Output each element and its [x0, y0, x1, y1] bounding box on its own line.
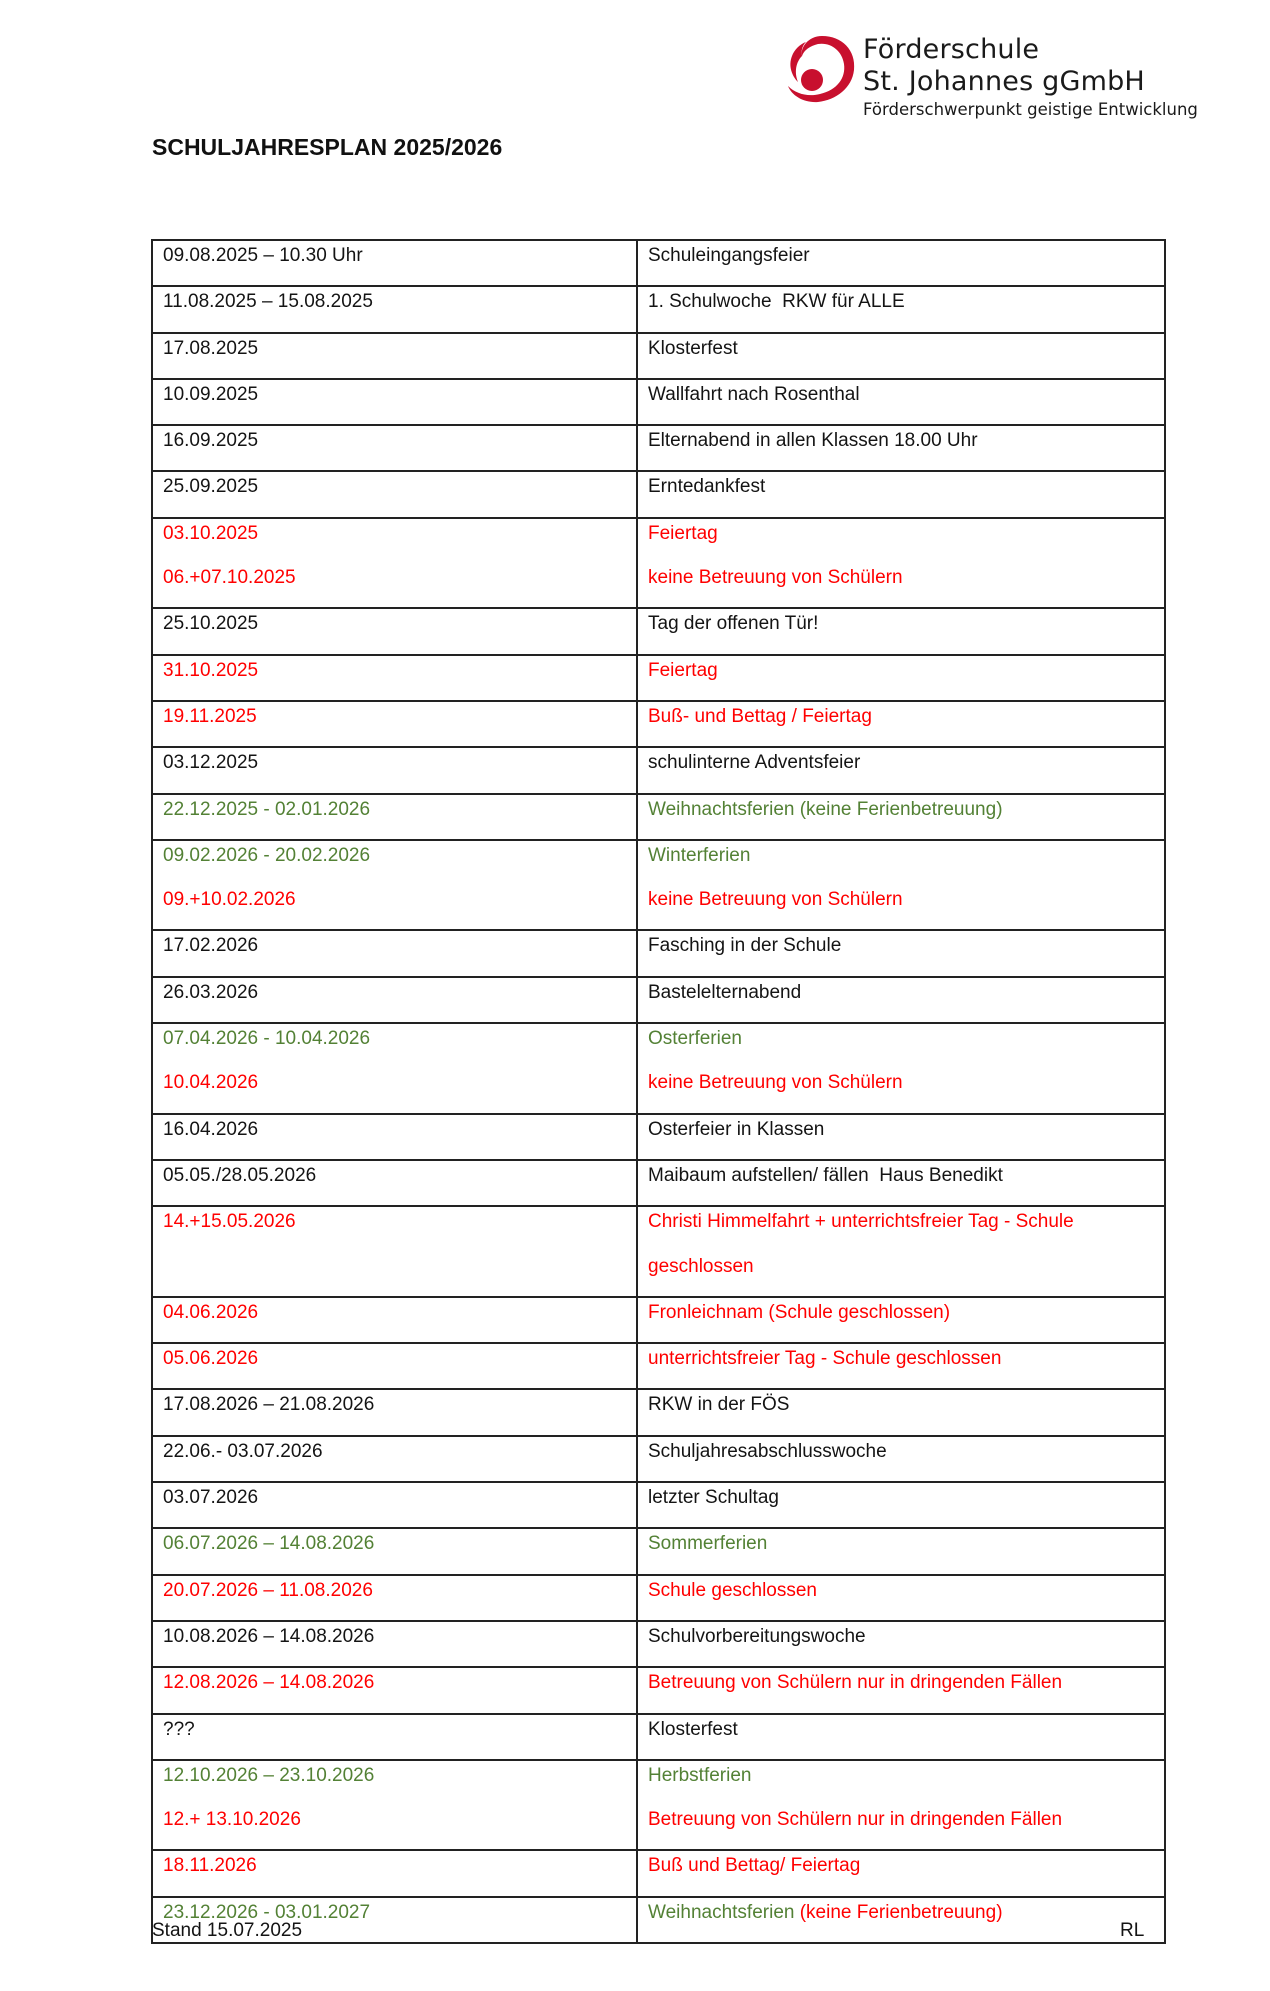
date-text: 26.03.2026	[163, 981, 259, 1003]
table-row	[152, 1206, 1165, 1297]
table-row	[152, 1714, 1165, 1760]
date-text: 03.12.2025	[163, 752, 259, 774]
table-row	[152, 840, 1165, 931]
date-text: 06.+07.10.2025	[163, 567, 296, 589]
table-row	[152, 518, 1165, 609]
logo-swirl-icon	[782, 30, 862, 110]
event-cell	[637, 379, 1165, 425]
table-row	[152, 655, 1165, 701]
logo-line-2: St. Johannes gGmbH	[863, 66, 1145, 97]
date-text: 16.04.2026	[163, 1118, 259, 1140]
date-text: 11.08.2025 – 15.08.2025	[163, 291, 373, 313]
date-cell	[152, 1436, 637, 1482]
event-cell	[637, 425, 1165, 471]
table-row	[152, 1297, 1165, 1343]
event-cell	[637, 608, 1165, 654]
event-cell	[637, 286, 1165, 332]
schedule-table	[151, 239, 1166, 1944]
date-text: 31.10.2025	[163, 659, 259, 681]
event-text: Tag der offenen Tür!	[648, 613, 819, 635]
event-cell	[637, 1850, 1165, 1896]
event-line	[648, 287, 1154, 331]
event-line	[648, 1898, 1154, 1942]
date-text: 12.10.2026 – 23.10.2026	[163, 1764, 375, 1786]
event-cell	[637, 794, 1165, 840]
date-text: 22.12.2025 - 02.01.2026	[163, 798, 371, 820]
event-text: keine Betreuung von Schülern	[648, 567, 903, 589]
event-line	[648, 1622, 1154, 1666]
date-text: 05.05./28.05.2026	[163, 1164, 317, 1186]
date-cell	[152, 1575, 637, 1621]
event-cell	[637, 518, 1165, 609]
date-cell	[152, 701, 637, 747]
date-text: 12.08.2026 – 14.08.2026	[163, 1672, 375, 1694]
event-cell	[637, 1482, 1165, 1528]
event-line	[648, 1437, 1154, 1481]
event-line	[648, 1576, 1154, 1620]
table-row	[152, 1575, 1165, 1621]
event-text: Klosterfest	[648, 1718, 738, 1740]
date-cell	[152, 977, 637, 1023]
date-text: 09.08.2025 – 10.30 Uhr	[163, 245, 363, 266]
table-row	[152, 1343, 1165, 1389]
date-cell	[152, 1850, 637, 1896]
event-text: Herbstferien	[648, 1764, 752, 1786]
event-text: Wallfahrt nach Rosenthal	[648, 383, 860, 405]
date-text: 17.08.2026 – 21.08.2026	[163, 1394, 375, 1416]
event-cell	[637, 930, 1165, 976]
event-line	[648, 1715, 1154, 1759]
date-cell	[152, 1621, 637, 1667]
event-cell	[637, 1621, 1165, 1667]
event-line	[648, 519, 1154, 563]
event-line	[648, 1252, 1154, 1296]
table-row	[152, 333, 1165, 379]
event-cell	[637, 655, 1165, 701]
table-row	[152, 1023, 1165, 1114]
event-text: Winterferien	[648, 844, 751, 866]
event-line	[648, 1483, 1154, 1527]
table-row	[152, 1482, 1165, 1528]
date-text: 17.08.2025	[163, 337, 259, 359]
date-text: 25.09.2025	[163, 476, 259, 498]
date-cell	[152, 930, 637, 976]
event-line	[648, 931, 1154, 975]
date-text: 09.+10.02.2026	[163, 889, 296, 911]
event-text: Schuleingangsfeier	[648, 245, 810, 266]
event-line	[648, 472, 1154, 516]
date-cell	[152, 240, 637, 286]
event-text: Feiertag	[648, 522, 718, 544]
event-cell	[637, 1897, 1165, 1943]
table-row	[152, 1897, 1165, 1943]
date-cell	[152, 333, 637, 379]
date-text: 07.04.2026 - 10.04.2026	[163, 1028, 371, 1050]
event-cell	[637, 333, 1165, 379]
event-cell	[637, 701, 1165, 747]
table-row	[152, 1160, 1165, 1206]
event-line	[648, 656, 1154, 700]
event-cell	[637, 1436, 1165, 1482]
event-line	[648, 795, 1154, 839]
date-cell	[152, 379, 637, 425]
date-text: 25.10.2025	[163, 613, 259, 635]
date-cell	[152, 1667, 637, 1713]
event-cell	[637, 471, 1165, 517]
date-text: 22.06.- 03.07.2026	[163, 1440, 323, 1462]
date-cell	[152, 1297, 637, 1343]
event-text: Erntedankfest	[648, 476, 766, 498]
event-text: Bastelelternabend	[648, 981, 802, 1003]
event-line	[648, 1761, 1154, 1805]
date-cell	[152, 425, 637, 471]
school-logo	[782, 30, 1198, 130]
event-cell	[637, 1297, 1165, 1343]
date-text: 14.+15.05.2026	[163, 1211, 296, 1233]
date-cell	[152, 1760, 637, 1851]
date-text	[163, 1252, 626, 1296]
date-text: 17.02.2026	[163, 935, 259, 957]
event-text: unterrichtsfreier Tag - Schule geschlossen	[648, 1348, 1002, 1370]
date-text: 18.11.2026	[163, 1855, 257, 1877]
event-text: Buß und Bettag/ Feiertag	[648, 1855, 861, 1877]
date-cell	[152, 608, 637, 654]
event-cell	[637, 240, 1165, 286]
date-cell	[152, 1160, 637, 1206]
event-text: keine Betreuung von Schülern	[648, 889, 903, 911]
event-cell	[637, 1206, 1165, 1297]
table-row	[152, 930, 1165, 976]
event-line	[648, 334, 1154, 378]
event-text: (keine Ferienbetreuung)	[799, 1901, 1003, 1923]
event-text: keine Betreuung von Schülern	[648, 1072, 903, 1094]
table-row	[152, 1667, 1165, 1713]
date-cell	[152, 1023, 637, 1114]
event-cell	[637, 1667, 1165, 1713]
event-line	[648, 885, 1154, 929]
event-text: 1. Schulwoche RKW für ALLE	[648, 291, 905, 313]
event-line	[648, 1207, 1154, 1251]
date-text: 10.08.2026 – 14.08.2026	[163, 1625, 375, 1647]
event-text: Schule geschlossen	[648, 1579, 817, 1601]
event-cell	[637, 1160, 1165, 1206]
date-text: 20.07.2026 – 11.08.2026	[163, 1579, 373, 1601]
table-row	[152, 1760, 1165, 1851]
date-text: 03.10.2025	[163, 522, 259, 544]
event-line	[648, 841, 1154, 885]
table-row	[152, 1436, 1165, 1482]
table-row	[152, 471, 1165, 517]
event-line	[648, 1115, 1154, 1159]
event-line	[648, 563, 1154, 607]
date-text: 05.06.2026	[163, 1348, 259, 1370]
event-line	[648, 380, 1154, 424]
event-line	[648, 702, 1154, 746]
date-cell	[152, 1714, 637, 1760]
event-text: Maibaum aufstellen/ fällen Haus Benedikt	[648, 1164, 1003, 1186]
logo-line-3: Förderschwerpunkt geistige Entwicklung	[863, 100, 1198, 119]
event-line	[648, 1805, 1154, 1849]
event-line	[648, 609, 1154, 653]
event-line	[648, 1668, 1154, 1712]
date-text: 23.12.2026 - 03.01.2027	[163, 1901, 371, 1923]
date-text: 12.+ 13.10.2026	[163, 1809, 301, 1831]
table-row	[152, 747, 1165, 793]
event-line	[648, 1390, 1154, 1434]
date-cell	[152, 840, 637, 931]
event-text: Schuljahresabschlusswoche	[648, 1440, 887, 1462]
event-line	[648, 1851, 1154, 1895]
date-cell	[152, 655, 637, 701]
event-text: geschlossen	[648, 1255, 754, 1277]
table-row	[152, 977, 1165, 1023]
event-line	[648, 426, 1154, 470]
table-row	[152, 1528, 1165, 1574]
event-line	[648, 1529, 1154, 1573]
event-cell	[637, 1714, 1165, 1760]
date-cell	[152, 1206, 637, 1297]
event-cell	[637, 977, 1165, 1023]
event-line	[648, 1068, 1154, 1112]
event-cell	[637, 1389, 1165, 1435]
footer-date: Stand 15.07.2025	[152, 1920, 303, 1941]
event-cell	[637, 1023, 1165, 1114]
date-text: 09.02.2026 - 20.02.2026	[163, 844, 371, 866]
event-text: Fronleichnam (Schule geschlossen)	[648, 1301, 951, 1323]
event-line	[648, 241, 1154, 285]
date-text: 03.07.2026	[163, 1487, 259, 1509]
table-row	[152, 1621, 1165, 1667]
date-cell	[152, 286, 637, 332]
event-cell	[637, 1760, 1165, 1851]
table-row	[152, 286, 1165, 332]
date-cell	[152, 1482, 637, 1528]
date-text: ???	[163, 1718, 195, 1740]
date-text: 10.09.2025	[163, 383, 259, 405]
table-row	[152, 1389, 1165, 1435]
event-text: Feiertag	[648, 659, 718, 681]
date-cell	[152, 794, 637, 840]
event-text: Betreuung von Schülern nur in dringenden Fällen	[648, 1672, 1063, 1694]
event-cell	[637, 1528, 1165, 1574]
date-cell	[152, 471, 637, 517]
event-text: Fasching in der Schule	[648, 935, 842, 957]
date-text: 06.07.2026 – 14.08.2026	[163, 1533, 375, 1555]
event-text: Weihnachtsferien (keine Ferienbetreuung)	[648, 798, 1003, 820]
date-text: 16.09.2025	[163, 430, 259, 452]
event-cell	[637, 1575, 1165, 1621]
table-row	[152, 1114, 1165, 1160]
event-cell	[637, 747, 1165, 793]
event-text: Osterfeier in Klassen	[648, 1118, 825, 1140]
date-text: 10.04.2026	[163, 1072, 259, 1094]
event-line	[648, 1344, 1154, 1388]
event-text: Weihnachtsferien	[648, 1901, 800, 1923]
table-row	[152, 425, 1165, 471]
date-cell	[152, 1528, 637, 1574]
table-row	[152, 379, 1165, 425]
date-cell	[152, 1114, 637, 1160]
event-text: Buß- und Bettag / Feiertag	[648, 705, 872, 727]
event-text: schulinterne Adventsfeier	[648, 752, 861, 774]
event-text: letzter Schultag	[648, 1487, 779, 1509]
table-row	[152, 608, 1165, 654]
event-text: Schulvorbereitungswoche	[648, 1625, 866, 1647]
event-text: Elternabend in allen Klassen 18.00 Uhr	[648, 430, 978, 452]
event-cell	[637, 1343, 1165, 1389]
logo-line-1: Förderschule	[863, 34, 1040, 65]
date-cell	[152, 1343, 637, 1389]
date-cell	[152, 1389, 637, 1435]
date-text: 19.11.2025	[163, 705, 257, 727]
event-text: Christi Himmelfahrt + unterrichtsfreier Tag - Schule	[648, 1211, 1074, 1233]
event-line	[648, 748, 1154, 792]
event-cell	[637, 1114, 1165, 1160]
page-title: SCHULJAHRESPLAN 2025/2026	[152, 134, 503, 160]
event-text: Osterferien	[648, 1028, 742, 1050]
event-cell	[637, 840, 1165, 931]
event-text: Betreuung von Schülern nur in dringenden Fällen	[648, 1809, 1063, 1831]
event-text: RKW in der FÖS	[648, 1394, 790, 1416]
table-row	[152, 1850, 1165, 1896]
event-line	[648, 1024, 1154, 1068]
table-row	[152, 794, 1165, 840]
event-line	[648, 1298, 1154, 1342]
date-cell	[152, 747, 637, 793]
table-row	[152, 240, 1165, 286]
event-line	[648, 978, 1154, 1022]
footer-initials: RL	[1120, 1920, 1145, 1941]
event-line	[648, 1161, 1154, 1205]
event-text: Klosterfest	[648, 337, 738, 359]
date-text: 04.06.2026	[163, 1301, 259, 1323]
date-cell	[152, 518, 637, 609]
event-text: Sommerferien	[648, 1533, 768, 1555]
table-row	[152, 701, 1165, 747]
